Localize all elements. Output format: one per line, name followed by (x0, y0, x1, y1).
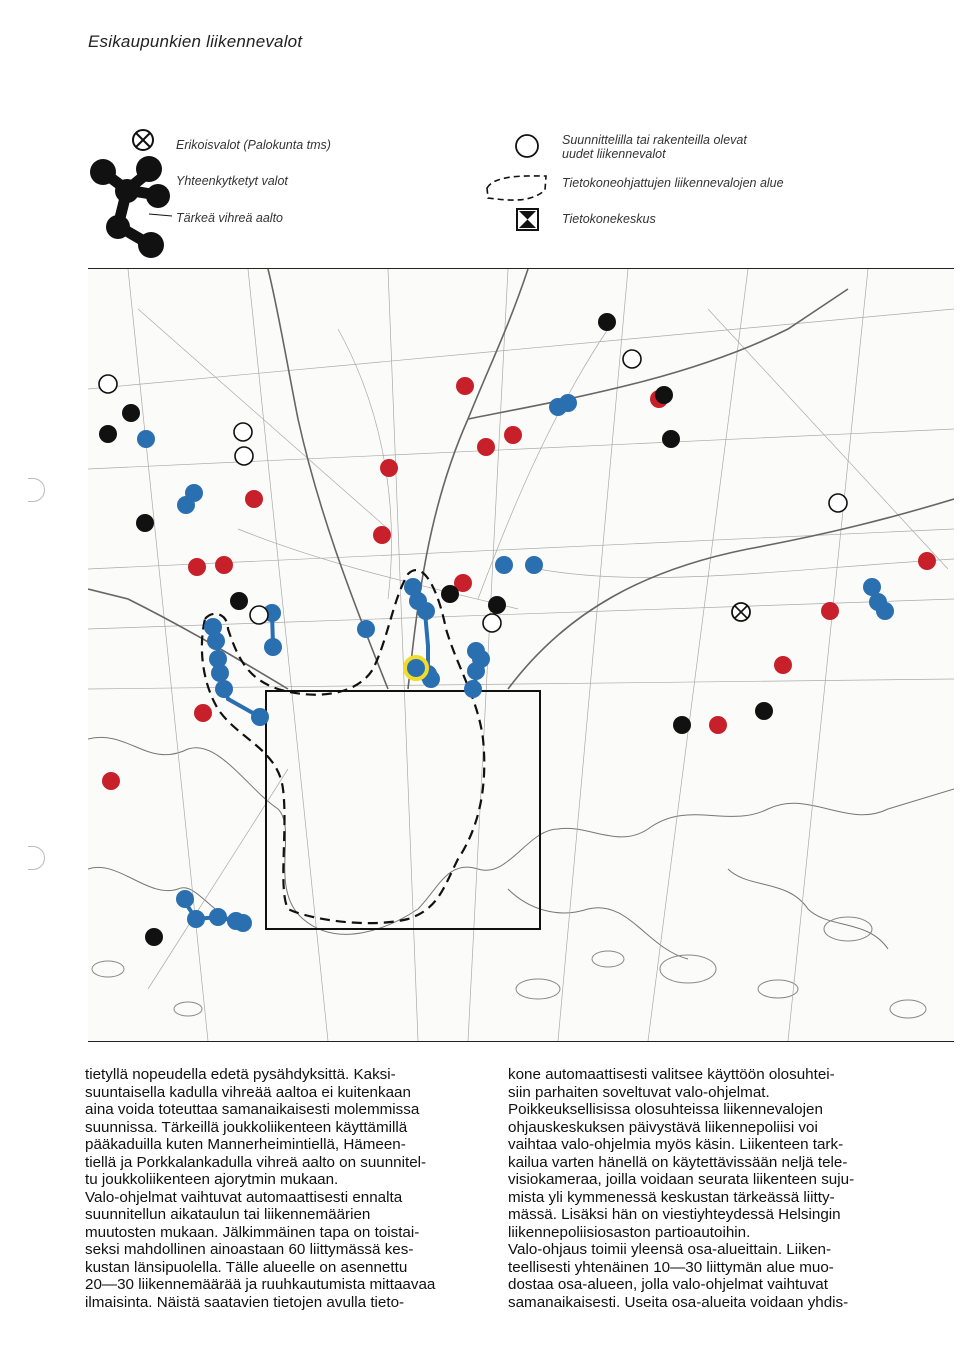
planned-light-marker (99, 375, 117, 393)
planned-light-marker (483, 614, 501, 632)
text-line: seksi mahdollinen ainoastaan 60 liittymässä kes- (85, 1241, 414, 1258)
red-light-marker (821, 602, 839, 620)
red-light-marker (456, 377, 474, 395)
blue-light-marker (251, 708, 269, 726)
computer-center-marker (405, 657, 427, 679)
text-line: tu joukkoliikenteen ajorytmin mukaan. (85, 1171, 339, 1188)
blue-light-marker (264, 638, 282, 656)
black-light-marker (441, 585, 459, 603)
text-line: tietyllä nopeudella edetä pysähdyksittä. Kaksi- (85, 1066, 396, 1083)
blue-light-marker (209, 908, 227, 926)
planned-light-marker (234, 423, 252, 441)
text-line: Valo-ohjaus toimii yleensä osa-alueittain. Liiken- (508, 1241, 832, 1258)
text-line: kustan länsipuolella. Tälle alueelle on asennettu (85, 1258, 408, 1276)
traffic-lights-map (88, 268, 954, 1042)
blue-light-marker (464, 680, 482, 698)
text-line: kailua varten hänellä on käytettävissään neljä tele- (508, 1153, 848, 1171)
red-light-marker (215, 556, 233, 574)
blue-light-marker (215, 680, 233, 698)
connected-links (183, 587, 885, 923)
text-line: mista yli kymmenessä keskustan tärkeässä liitty- (508, 1188, 835, 1206)
text-line: dostaa osa-alueen, jolla valo-ohjelmat vaihtuvat (508, 1276, 828, 1293)
text-line: aina voida toteuttaa samanaikaisesti molemmissa (85, 1101, 420, 1118)
blue-light-marker (187, 910, 205, 928)
blue-light-marker (234, 914, 252, 932)
black-light-marker (598, 313, 616, 331)
special-light-marker (732, 603, 750, 621)
map-islands (92, 917, 926, 1018)
text-line: visiokameraa, joilla voidaan seurata liikenteen suju- (508, 1171, 855, 1188)
red-light-marker (709, 716, 727, 734)
traffic-light-markers (99, 313, 936, 946)
red-light-marker (380, 459, 398, 477)
binder-punch-hole-bottom (28, 846, 45, 870)
blue-light-marker (467, 662, 485, 680)
red-light-marker (504, 426, 522, 444)
black-light-marker (136, 514, 154, 532)
text-line: 20—30 liikennemäärää ja ruuhkautumista mittaavaa (85, 1276, 436, 1293)
legend-planned-lights-1: Suunnittelilla tai rakenteilla olevat (562, 133, 747, 147)
blue-light-marker (467, 642, 485, 660)
blue-light-marker (185, 484, 203, 502)
computer-area-icon (487, 176, 546, 200)
legend-green-wave: Tärkeä vihreä aalto (176, 211, 284, 225)
red-light-marker (194, 704, 212, 722)
blue-light-marker (211, 664, 229, 682)
blue-light-marker (495, 556, 513, 574)
blue-light-marker (357, 620, 375, 638)
red-light-marker (477, 438, 495, 456)
text-line: siin parhaiten soveltuvat valo-ohjelmat. (508, 1083, 770, 1101)
black-light-marker (488, 596, 506, 614)
black-light-marker (122, 404, 140, 422)
text-line: Valo-ohjelmat vaihtuvat automaattisesti ennalta (85, 1188, 403, 1206)
text-line: Poikkeuksellisissa olosuhteissa liikennevalojen (508, 1101, 823, 1118)
red-light-marker (245, 490, 263, 508)
text-column-left (85, 1066, 485, 1311)
computer-controlled-area (202, 570, 484, 923)
text-line: samanaikaisesti. Useita osa-alueita voidaan yhdis- (508, 1293, 849, 1311)
page-title: Esikaupunkien liikennevalot (88, 32, 303, 51)
text-line: kone automaattisesti valitsee käyttöön olosuhtei- (508, 1066, 835, 1083)
legend-connected-lights: Yhteenkytketyt valot (176, 174, 288, 188)
planned-light-marker (250, 606, 268, 624)
planned-light-marker (235, 447, 253, 465)
black-light-marker (662, 430, 680, 448)
legend-computer-area: Tietokoneohjattujen liikennevalojen alue (562, 176, 784, 190)
text-line: ilmaisinta. Näistä saatavien tietojen avulla tieto- (85, 1293, 405, 1311)
red-light-marker (188, 558, 206, 576)
blue-light-marker (876, 602, 894, 620)
connected-lights-icon (90, 156, 172, 258)
map-drawing (88, 269, 954, 1041)
blue-light-marker (207, 632, 225, 650)
text-line: tiellä ja Porkkalankadulla vihreä aalto on suunnitel- (85, 1153, 427, 1171)
blue-light-marker (559, 394, 577, 412)
black-light-marker (99, 425, 117, 443)
blue-light-marker (417, 602, 435, 620)
binder-punch-hole-top (28, 478, 45, 502)
blue-light-marker (137, 430, 155, 448)
text-line: muutosten mukaan. Jälkimmäinen tapa on toistai- (85, 1223, 420, 1241)
red-light-marker (102, 772, 120, 790)
text-line: ohjauskeskuksen päivystävä liikennepoliisi voi (508, 1118, 818, 1136)
red-light-marker (774, 656, 792, 674)
city-center-frame (266, 691, 540, 929)
black-light-marker (755, 702, 773, 720)
black-light-marker (655, 386, 673, 404)
red-light-marker (918, 552, 936, 570)
blue-light-marker (176, 890, 194, 908)
computer-center-icon (517, 209, 538, 230)
text-line: mässä. Lisäksi hän on viestiyhteydessä Helsingin (508, 1206, 841, 1223)
legend-symbols (0, 0, 960, 270)
legend-computer-center: Tietokonekeskus (562, 212, 656, 226)
black-light-marker (230, 592, 248, 610)
text-line: suunnitellun aikataulun tai liikennemäärien (85, 1206, 371, 1223)
text-line: vaihtaa valo-ohjelmia myös käsin. Liikenteen tark- (508, 1136, 844, 1153)
legend-planned-lights-2: uudet liikennevalot (562, 147, 666, 161)
planned-light-marker (829, 494, 847, 512)
special-lights-icon (133, 130, 153, 150)
text-line: suunnissa. Tärkeillä joukkoliikenteen käyttämillä (85, 1118, 408, 1136)
planned-lights-icon (516, 135, 538, 157)
text-line: liikennepoliisiosaston partioautoihin. (508, 1223, 751, 1241)
blue-light-marker (525, 556, 543, 574)
black-light-marker (145, 928, 163, 946)
red-light-marker (373, 526, 391, 544)
black-light-marker (673, 716, 691, 734)
text-line: teellisesti yhtenäinen 10—30 liittymän alue muo- (508, 1258, 834, 1276)
legend-special-lights: Erikoisvalot (Palokunta tms) (176, 138, 331, 152)
text-line: suuntaisella kadulla vihreää aaltoa ei kuitenkaan (85, 1083, 411, 1101)
text-line: pääkaduilla kuten Mannerheimintiellä, Hämeen- (85, 1136, 406, 1153)
planned-light-marker (623, 350, 641, 368)
text-column-right (508, 1066, 908, 1311)
